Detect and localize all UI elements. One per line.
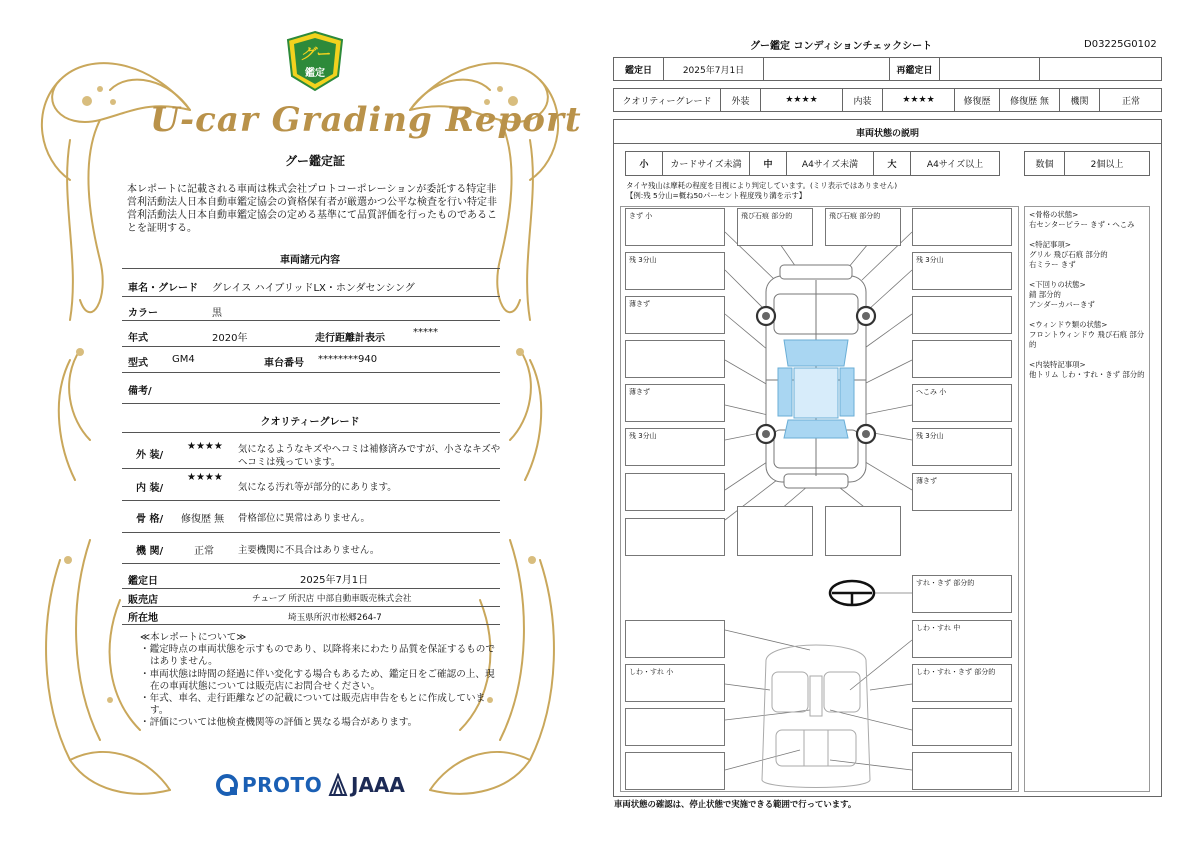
dealer-value: チューブ 所沢店 中部自動車販売株式会社	[252, 594, 412, 604]
divider	[122, 320, 500, 321]
appraisal-date-value: 2025年7月1日	[300, 575, 369, 586]
divider	[122, 468, 500, 469]
remark-line	[1029, 230, 1145, 240]
remark-line: <骨格の状態>	[1029, 210, 1079, 219]
interior-box-dash-left	[625, 620, 725, 658]
address-label: 所在地	[128, 613, 158, 624]
quality-interior-label: 内 装/	[136, 483, 164, 494]
damage-box-left-rear-door: 薄きず	[625, 384, 725, 422]
remark-line: <下回りの状態>	[1029, 280, 1086, 289]
damage-box-right-front-door	[912, 340, 1012, 378]
color-value: 黒	[212, 308, 222, 319]
divider	[122, 500, 500, 501]
repair-label: 修復歴	[955, 89, 1000, 111]
damage-box-right-rear-door: へこみ 小	[912, 384, 1012, 422]
size-large: 大	[874, 152, 911, 175]
date-label: 鑑定日	[614, 58, 664, 80]
interior-box-rear-seat-left	[625, 708, 725, 746]
condition-check-sheet	[600, 0, 1200, 848]
quality-section-title: クオリティーグレード	[260, 417, 360, 428]
interior-box-steering: すれ・きず 部分的	[912, 575, 1012, 613]
proto-logo	[216, 772, 322, 798]
interior-box-dash-right: しわ・すれ 中	[912, 620, 1012, 658]
redate-label: 再鑑定日	[890, 58, 940, 80]
damage-box-trunk-right	[825, 506, 901, 556]
divider	[122, 403, 500, 404]
year-value: 2020年	[212, 333, 248, 344]
damage-box-hood-right: 飛び石痕 部分的	[825, 208, 901, 246]
interior-box-front-seat-left: しわ・すれ 小	[625, 664, 725, 702]
sheet-footer: 車両状態の確認は、停止状態で実施できる範囲で行っています。	[614, 799, 857, 809]
quality-frame-desc: 骨格部位に異常はありません。	[238, 513, 370, 524]
divider	[122, 346, 500, 347]
remark-line: グリル 飛び石痕 部分的	[1029, 250, 1108, 259]
size-large-desc: A4サイズ以上	[926, 160, 984, 170]
quality-frame-value: 修復歴 無	[181, 514, 225, 525]
year-label: 年式	[128, 333, 148, 344]
remark-line: 錆 部分的	[1029, 290, 1061, 299]
badge-top-text: グー	[299, 45, 330, 63]
quality-exterior-stars: ★★★★	[187, 441, 223, 452]
remark-line: <特記事項>	[1029, 240, 1071, 249]
quality-engine-desc: 主要機関に不具合はありません。	[238, 545, 380, 556]
divider	[122, 624, 500, 625]
engine-label: 機関	[1060, 89, 1100, 111]
proto-mark-icon	[216, 773, 240, 797]
mileage-value: *****	[413, 327, 438, 338]
damage-box-left-rear-fender	[625, 473, 725, 511]
damage-box-hood-left: 飛び石痕 部分的	[737, 208, 813, 246]
divider	[122, 268, 500, 269]
tire-note: タイヤ残山は摩耗の程度を目視により判定しています。(ミリ表示ではありません)	[626, 181, 898, 190]
quality-grade-label: クオリティーグレード	[614, 89, 721, 111]
size-small-desc: カードサイズ未満	[663, 152, 750, 175]
color-label: カラー	[128, 308, 158, 319]
certificate-title: グー鑑定証	[284, 154, 345, 168]
remarks-label: 備考/	[128, 386, 152, 397]
damage-box-left-front-door	[625, 340, 725, 378]
report-notes	[140, 632, 500, 730]
damage-box-rear-left	[625, 518, 725, 556]
interior-box-rear-right	[912, 752, 1012, 790]
model-label: 型式	[128, 358, 148, 369]
divider	[122, 532, 500, 533]
quality-engine-value: 正常	[194, 546, 214, 557]
quality-frame-label: 骨 格/	[136, 514, 164, 525]
sheet-title: グー鑑定 コンディションチェックシート	[750, 41, 933, 52]
model-value: GM4	[172, 354, 195, 365]
note-item: ・車両状態は時間の経過に伴い変化する場合もあるため、鑑定日をご確認の上、現在の車両状態については販売店にお問合せください。	[140, 668, 495, 692]
remark-line	[1029, 310, 1145, 320]
size-medium-desc: A4サイズ未満	[787, 152, 874, 175]
document-id: D03225G0102	[1084, 39, 1157, 50]
damage-box-front-right-corner	[912, 208, 1012, 246]
interior-box-rear-left	[625, 752, 725, 790]
report-title: U-car Grading Report	[150, 100, 582, 140]
spec-section-title: 車両諸元内容	[280, 255, 340, 266]
remark-line: 右ミラー きず	[1029, 260, 1076, 269]
proto-logo-text: PROTO	[242, 773, 323, 797]
remark-line	[1029, 350, 1145, 360]
chassis-value: ********940	[318, 354, 378, 365]
exterior-label: 外装	[721, 89, 761, 111]
dealer-label: 販売店	[128, 595, 158, 606]
divider	[122, 563, 500, 564]
damage-box-right-rear-fender: 薄きず	[912, 473, 1012, 511]
jaaa-logo-text: JAAA	[351, 773, 405, 797]
count-label: 数個	[1025, 152, 1065, 175]
appraisal-date-label: 鑑定日	[128, 576, 158, 587]
quality-exterior-desc: 気になるようなキズやヘコミは補修済みですが、小さなキズや	[238, 444, 501, 455]
tire-box-rear-left: 残 3分山	[625, 428, 725, 466]
damage-box-trunk-left	[737, 506, 813, 556]
remark-line: 右センターピラー きず・へこみ	[1029, 220, 1135, 229]
remark-line: アンダーカバーきず	[1029, 300, 1095, 309]
divider	[122, 372, 500, 373]
damage-box-front-left-corner: きず 小	[625, 208, 725, 246]
notes-title: ≪本レポートについて≫	[140, 632, 247, 643]
remark-line: フロントウィンドウ 飛び石痕 部分的	[1029, 330, 1145, 349]
car-name-label: 車名・グレード	[128, 283, 198, 294]
tire-box-front-right: 残 3分山	[912, 252, 1012, 290]
goo-appraisal-badge	[284, 30, 346, 92]
quality-exterior-desc2: ヘコミは残っています。	[238, 457, 341, 468]
engine-value: 正常	[1121, 96, 1140, 107]
car-name-value: グレイス ハイブリッドLX・ホンダセンシング	[212, 283, 415, 294]
tire-example-note: 【例:残 5分山=概ね50パーセント程度残り溝を示す】	[626, 191, 807, 200]
divider	[122, 588, 500, 589]
interior-label: 内装	[843, 89, 883, 111]
mileage-label: 走行距離計表示	[315, 333, 385, 344]
remark-line: 他トリム しわ・すれ・きず 部分的	[1029, 370, 1145, 379]
size-medium: 中	[750, 152, 787, 175]
tire-box-rear-right: 残 3分山	[912, 428, 1012, 466]
steering-wheel-icon	[830, 581, 874, 605]
address-value: 埼玉県所沢市松郷264-7	[288, 613, 382, 623]
note-item: ・年式、車名、走行距離などの記載については販売店申告をもとに作成しています。	[140, 693, 486, 717]
quality-engine-label: 機 関/	[136, 546, 164, 557]
remark-line: <内装特記事項>	[1029, 360, 1086, 369]
size-small: 小	[626, 152, 663, 175]
interior-stars: ★★★★	[883, 89, 955, 111]
divider	[122, 432, 500, 433]
damage-box-right-front-fender	[912, 296, 1012, 334]
jaaa-mark-icon	[328, 773, 348, 797]
interior-box-front-seat-right: しわ・すれ・きず 部分的	[912, 664, 1012, 702]
explain-title: 車両状態の説明	[855, 129, 919, 139]
remarks-panel	[1024, 206, 1150, 792]
quality-interior-desc: 気になる汚れ等が部分的にあります。	[238, 482, 397, 493]
interior-box-rear-seat-right	[912, 708, 1012, 746]
chassis-label: 車台番号	[264, 358, 304, 369]
exterior-stars: ★★★★	[761, 89, 843, 111]
divider	[122, 606, 500, 607]
remark-line: <ウィンドウ類の状態>	[1029, 320, 1108, 329]
badge-bottom-text: 鑑定	[305, 68, 325, 79]
jaaa-logo	[328, 772, 405, 798]
note-item: ・評価については他検査機関等の評価と異なる場合があります。	[140, 717, 418, 729]
damage-box-left-front-fender: 薄きず	[625, 296, 725, 334]
quality-interior-stars: ★★★★	[187, 472, 223, 483]
repair-value: 修復歴 無	[1000, 89, 1060, 111]
tire-box-front-left: 残 3分山	[625, 252, 725, 290]
date-value: 2025年7月1日	[664, 58, 764, 80]
remark-line	[1029, 270, 1145, 280]
quality-exterior-label: 外 装/	[136, 450, 164, 461]
note-item: ・鑑定時点の車両状態を示すものであり、以降将来にわたり品質を保証するものではありません。	[140, 644, 495, 668]
divider	[122, 296, 500, 297]
count-value: 2個以上	[1090, 160, 1124, 170]
certificate-text: 本レポートに記載される車両は株式会社プロトコーポレーションが委託する特定非営利活動法人日本自動車鑑定協会の資格保有者が厳選かつ公平な検査を行い特定非営利活動法人日本自動車鑑定協会の定める基準にて品質評価を行ったものであることを証明する。	[127, 184, 497, 234]
